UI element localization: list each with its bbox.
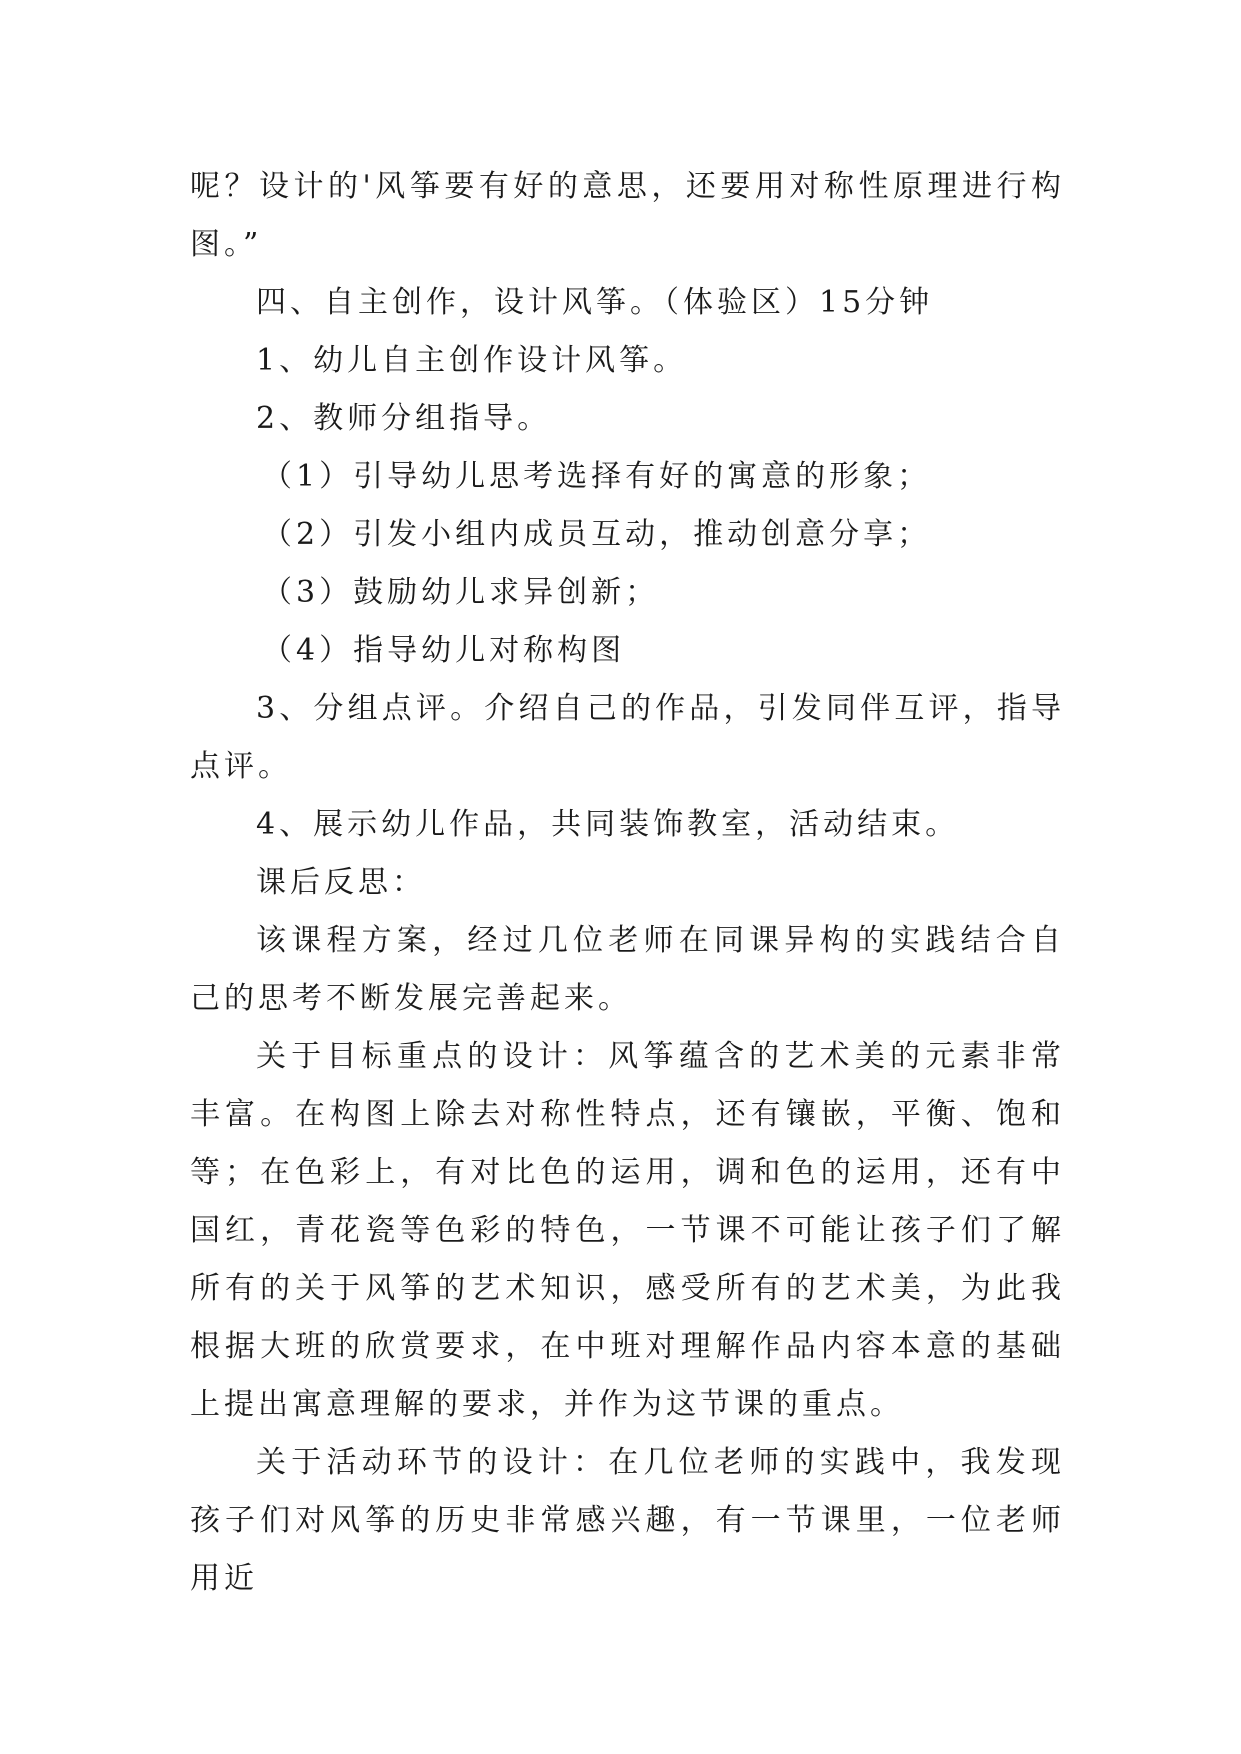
paragraph-continuation: 呢？设计的'风筝要有好的意思，还要用对称性原理进行构图。” (190, 169, 1065, 262)
list-item: 4、展示幼儿作品，共同装饰教室，活动结束。 (256, 807, 960, 842)
section-heading-reflection: 课后反思： (256, 865, 426, 900)
body-paragraph: 该课程方案，经过几位老师在同课异构的实践结合自己的思考不断发展完善起来。 (190, 923, 1065, 1016)
section-heading-step-four: 四、自主创作，设计风筝。（体验区）15分钟 (256, 285, 934, 320)
sub-list-item: （2）引发小组内成员互动，推动创意分享； (262, 517, 932, 552)
document-body (190, 158, 1065, 1608)
sub-list-item: （3）鼓励幼儿求异创新； (262, 575, 660, 610)
body-paragraph: 关于目标重点的设计：风筝蕴含的艺术美的元素非常丰富。在构图上除去对称性特点，还有镶嵌，平衡、饱和等；在色彩上，有对比色的运用，调和色的运用，还有中国红，青花瓷等色彩的特色，一节课不可能让孩子们了解所有的关于风筝的艺术知识，感受所有的艺术美，为此我根据大班的欣赏要求，在中班对理解作品内容本意的基础上提出寓意理解的要求，并作为这节课的重点。 (190, 1039, 1065, 1422)
list-item: 2、教师分组指导。 (256, 401, 552, 436)
sub-list-item: （4）指导幼儿对称构图 (262, 633, 626, 668)
sub-list-item: （1）引导幼儿思考选择有好的寓意的形象； (262, 459, 932, 494)
list-item: 1、幼儿自主创作设计风筝。 (256, 343, 688, 378)
list-item: 3、分组点评。介绍自己的作品，引发同伴互评，指导点评。 (190, 691, 1065, 784)
body-paragraph: 关于活动环节的设计：在几位老师的实践中，我发现孩子们对风筝的历史非常感兴趣，有一节课里，一位老师用近 (190, 1445, 1065, 1596)
